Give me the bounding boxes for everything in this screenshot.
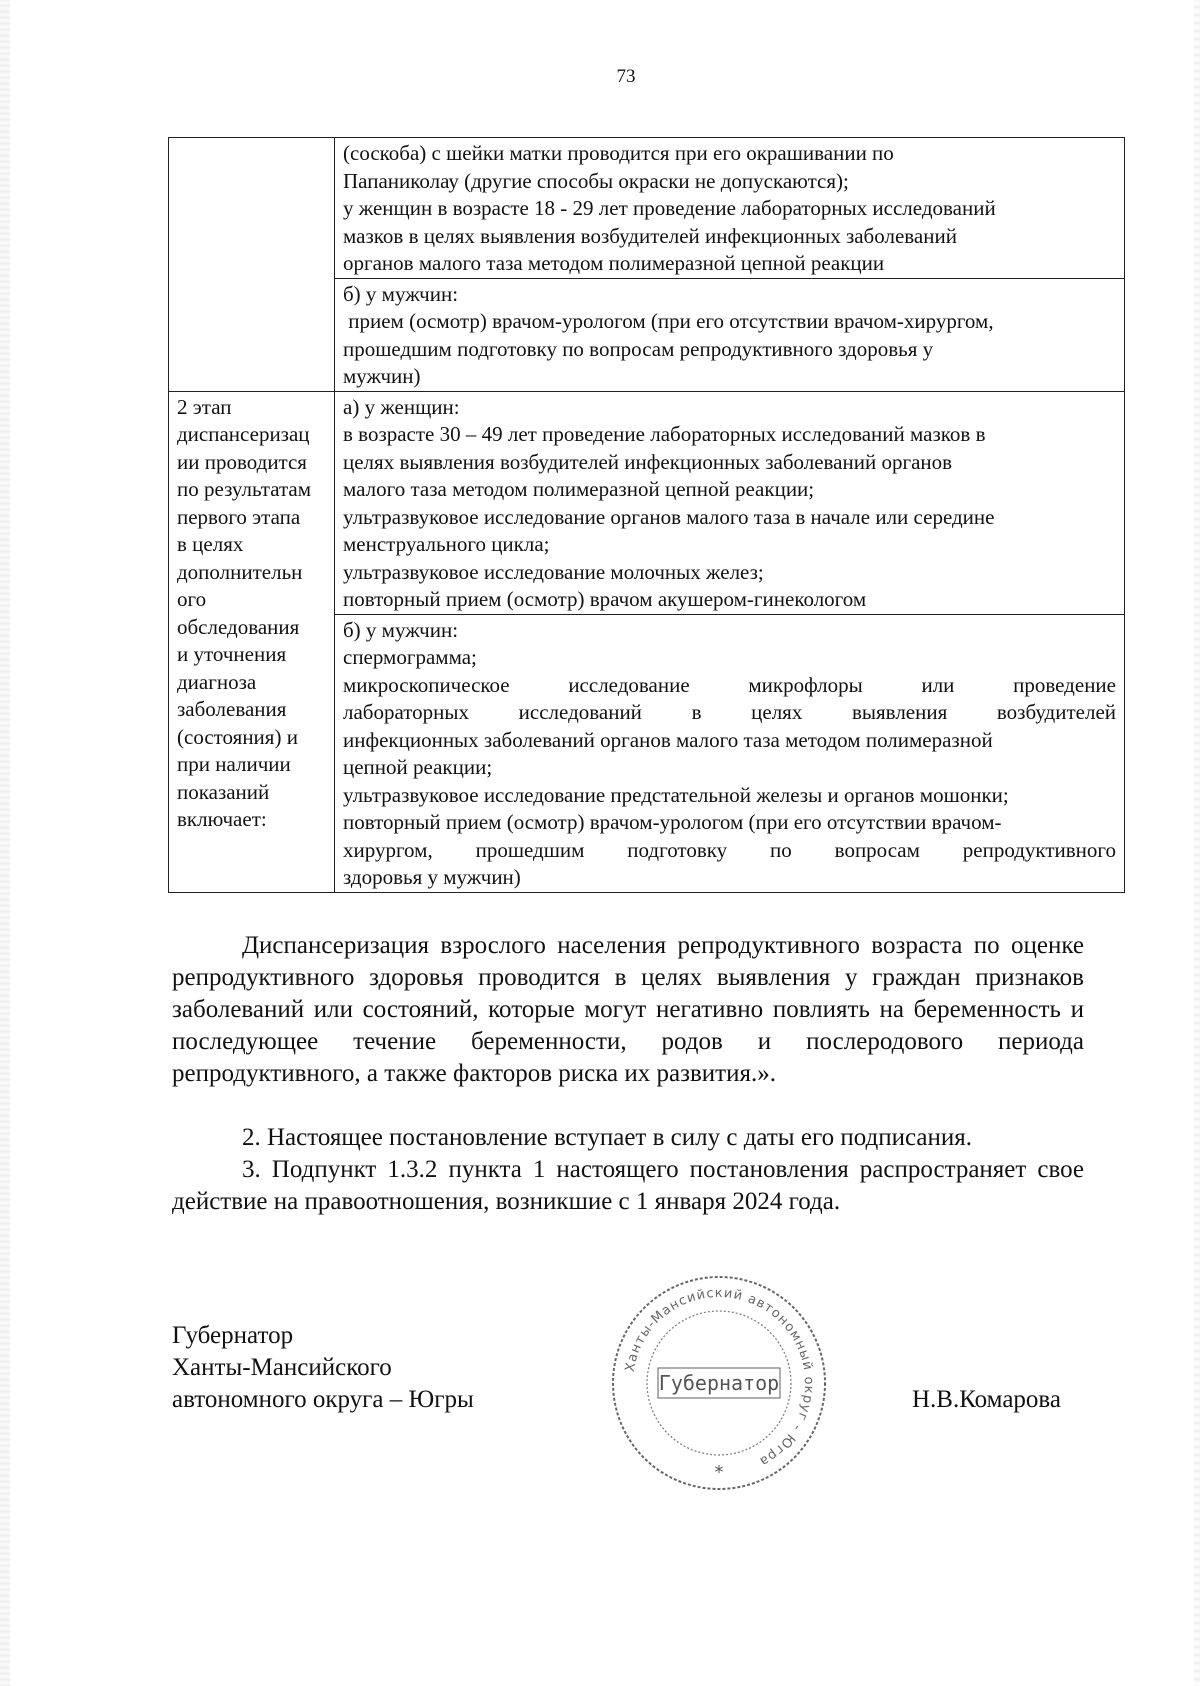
scan-edge-right <box>1194 0 1200 1686</box>
cell-line: мужчин) <box>343 364 421 388</box>
seal-ring-text: Ханты-Мансийский автономный округ - Югра <box>622 1285 817 1470</box>
cell-line: ультразвуковое исследование предстательной железы и органов мошонки; <box>343 782 1009 807</box>
cell-line: цепной реакции; <box>343 755 493 779</box>
cell-line: (соскоба) с шейки матки проводится при его окрашивании по <box>343 141 894 165</box>
cell-line: прием (осмотр) врачом-урологом (при его отсутствии врачом-хирургом, <box>343 309 994 333</box>
stage-line: диагноза <box>177 669 257 694</box>
content-cell <box>335 138 1125 279</box>
page-number: 73 <box>616 66 636 87</box>
stage-line: 2 этап <box>177 394 232 419</box>
stage-line: первого этапа <box>177 504 301 529</box>
cell-line: мазков в целях выявления возбудителей инфекционных заболеваний <box>343 223 957 248</box>
stage-line: (состояния) и <box>177 724 298 749</box>
seal-star: * <box>714 1462 724 1483</box>
cell-line: б) у мужчин: <box>343 281 459 306</box>
stage-line: по результатам <box>177 477 312 501</box>
cell-line: повторный прием (осмотр) врачом-урологом (при его отсутствии врачом- <box>343 810 1002 834</box>
signatory-position-line: Губернатор <box>172 1322 294 1349</box>
signatory-position <box>172 1320 474 1416</box>
signatory-name: Н.В.Комарова <box>912 1386 1061 1413</box>
cell-line: ультразвуковое исследование молочных желез; <box>343 559 764 584</box>
cell-line: малого таза методом полимеразной цепной реакции; <box>343 477 815 501</box>
cell-line: а) у женщин: <box>343 394 460 419</box>
stage-line: ого <box>177 587 207 611</box>
body-paragraph: Диспансеризация взрослого населения репродуктивного возраста по оценке репродуктивного здоровья проводится в целях выявления у граждан признаков заболеваний или состояний, которые могут негативно повлиять на беременность и последующее течение беременности, родов и послеродового периода репродуктивного, а также факторов риска их развития.». <box>172 932 1084 1087</box>
signatory-position-line: Ханты-Мансийского <box>172 1354 392 1381</box>
table-row <box>169 391 1125 614</box>
stage-line: в целях <box>177 532 244 556</box>
cell-line: органов малого таза методом полимеразной цепной реакции <box>343 251 885 275</box>
cell-line: в возрасте 30 – 49 лет проведение лабораторных исследований мазков в <box>343 422 986 446</box>
stage-line: показаний <box>177 779 270 804</box>
body-paragraph: 2. Настоящее постановление вступает в силу с даты его подписания. <box>242 1124 972 1151</box>
stage-cell <box>169 391 335 892</box>
scan-edge-left <box>0 0 10 1686</box>
signatory-position-line: автономного округа – Югры <box>172 1386 474 1413</box>
cell-line: хирургом, прошедшим подготовку по вопросам репродуктивного <box>343 837 1116 862</box>
examination-table <box>168 137 1125 893</box>
content-cell <box>335 278 1125 391</box>
stage-line: диспансеризац <box>177 422 310 446</box>
cell-line: лабораторных исследований в целях выявления возбудителей <box>343 700 1116 724</box>
cell-line: менструального цикла; <box>343 532 550 556</box>
cell-line: Папаниколау (другие способы окраски не допускаются); <box>343 168 849 193</box>
cell-line: спермограмма; <box>343 645 477 669</box>
stage-line: ии проводится <box>177 449 307 474</box>
stage-line: заболевания <box>177 697 287 721</box>
cell-line: ультразвуковое исследование органов малого таза в начале или середине <box>343 504 995 529</box>
cell-line: повторный прием (осмотр) врачом акушером-гинекологом <box>343 587 867 611</box>
official-seal <box>608 1272 830 1494</box>
stage-line: и уточнения <box>177 642 287 666</box>
cell-line: целях выявления возбудителей инфекционных заболеваний органов <box>343 449 953 474</box>
cell-line: здоровья у мужчин) <box>343 865 521 889</box>
stage-line: при наличии <box>177 752 291 776</box>
cell-line: б) у мужчин: <box>343 617 459 642</box>
body-paragraph: 3. Подпункт 1.3.2 пункта 1 настоящего постановления распространяет свое действие на правоотношения, возникшие с 1 января 2024 года. <box>172 1156 1084 1215</box>
cell-line: микроскопическое исследование микрофлоры или проведение <box>343 672 1116 697</box>
stage-line: обследования <box>177 614 300 639</box>
seal-center-text: Губернатор <box>658 1371 780 1395</box>
table-row <box>169 138 1125 279</box>
cell-line: инфекционных заболеваний органов малого таза методом полимеразной <box>343 727 993 752</box>
cell-line: прошедшим подготовку по вопросам репродуктивного здоровья у <box>343 336 934 361</box>
stage-line: включает: <box>177 807 267 831</box>
stage-line: дополнительн <box>177 559 303 584</box>
content-cell <box>335 614 1125 892</box>
cell-line: у женщин в возрасте 18 - 29 лет проведение лабораторных исследований <box>343 196 996 220</box>
content-cell <box>335 391 1125 614</box>
stage-cell-empty <box>169 138 335 392</box>
